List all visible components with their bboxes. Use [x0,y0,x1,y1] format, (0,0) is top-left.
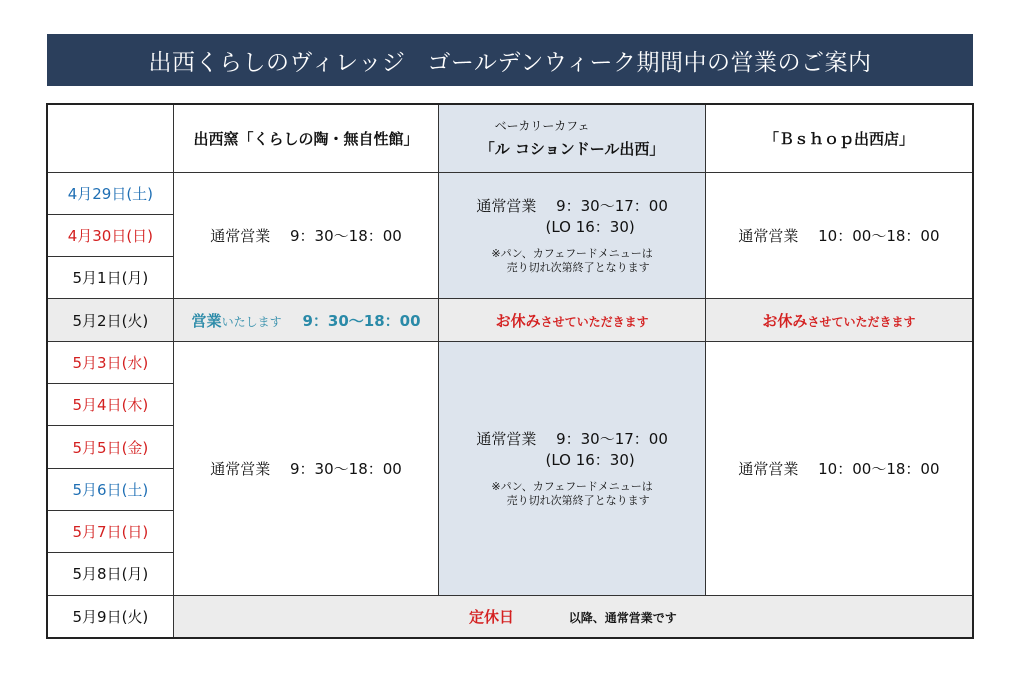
shop-block3: 通常営業 10：00〜18：00 [705,341,973,595]
date-0504: 5月4日(木) [47,384,173,426]
title-village: 出西くらしのヴィレッジ [148,49,406,76]
regular-holiday-note: 以降、通常営業です [568,610,677,625]
header-row [47,104,973,172]
bakery-block1-lo: (LO 16：30) [545,218,635,237]
bakery-block3-lo: (LO 16：30) [545,451,635,470]
kama-block3: 通常営業 9：30〜18：00 [173,341,439,595]
date-0508: 5月8日(月) [47,553,173,595]
bakery-block1-note [439,247,705,275]
bakery-0502-closed: お休み [495,311,541,330]
kama-0502-open-small: いたします [221,314,282,329]
kama-0502-hours: 9：30〜18：00 [302,311,421,330]
header-bakery [439,104,706,172]
date-0509: 5月9日(火) [47,595,173,638]
shop-0502 [705,299,973,341]
header-bakery-sub: ベーカリーカフェ [494,119,590,134]
date-0505: 5月5日(金) [47,426,173,468]
page-title-banner [47,34,973,86]
table-row [47,341,973,383]
bakery-block3 [439,341,706,595]
date-0429: 4月29日(土) [47,172,173,214]
date-0502: 5月2日(火) [47,299,173,341]
bakery-block3-note-2: 売り切れ次第終了となります [506,494,650,508]
header-kama: 出西窯「くらしの陶・無自性館」 [173,104,439,172]
kama-block1: 通常営業 9：30〜18：00 [173,172,439,299]
regular-holiday-label: 定休日 [468,607,514,626]
bakery-block1-note-1: ※パン、カフェフードメニューは [491,247,653,261]
header-date-cell [47,104,173,172]
regular-holiday-cell [173,595,973,638]
shop-block1: 通常営業 10：00〜18：00 [705,172,973,299]
date-0430: 4月30日(日) [47,214,173,256]
table-row [47,299,973,341]
bakery-block3-note-1: ※パン、カフェフードメニューは [491,480,653,494]
header-bakery-name: 「ル コションドール出西」 [479,140,665,159]
shop-0502-closed: お休み [762,311,808,330]
bakery-block3-hours: 通常営業 9：30〜17：00 [476,430,668,449]
bakery-0502 [439,299,706,341]
date-0501: 5月1日(月) [47,257,173,299]
date-0503: 5月3日(水) [47,341,173,383]
bakery-block1 [439,172,706,299]
header-shop: 「Ｂｓｈｏｐ出西店」 [705,104,973,172]
bakery-block3-note [439,480,705,508]
date-0507: 5月7日(日) [47,511,173,553]
shop-0502-closed-small: させていただきます [807,314,916,329]
bakery-block1-hours: 通常営業 9：30〜17：00 [476,197,668,216]
bakery-block1-note-2: 売り切れ次第終了となります [506,261,650,275]
kama-0502 [173,299,439,341]
table-row [47,595,973,638]
table-row [47,172,973,214]
schedule-table [46,103,974,639]
kama-0502-open: 営業 [191,311,222,330]
bakery-0502-closed-small: させていただきます [540,314,649,329]
title-notice: ゴールデンウィーク期間中の営業のご案内 [427,49,872,76]
date-0506: 5月6日(土) [47,468,173,510]
